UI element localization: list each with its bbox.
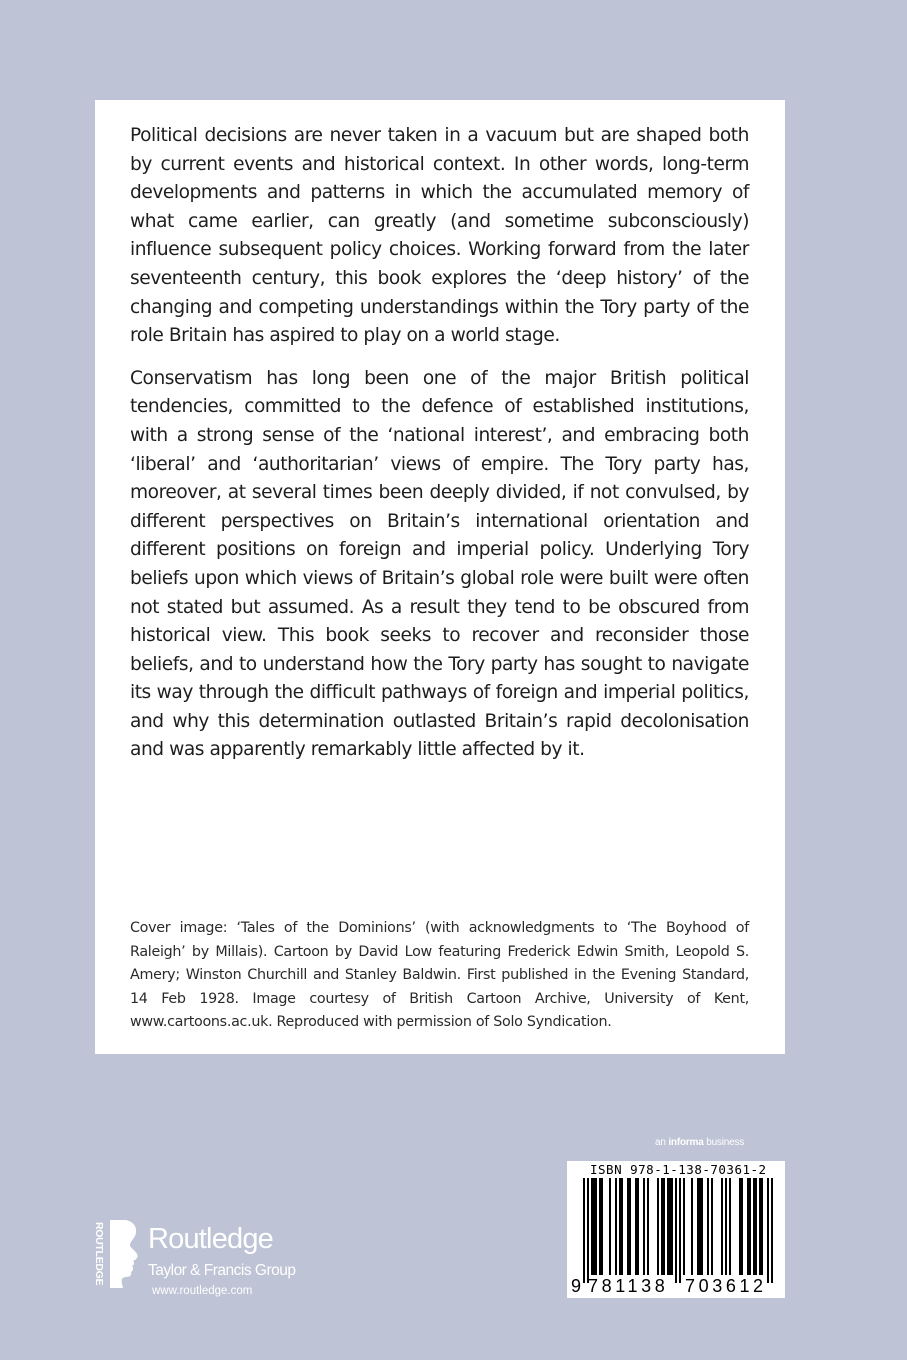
barcode-bar-29 xyxy=(699,1178,701,1275)
routledge-url: www.routledge.com xyxy=(152,1285,253,1297)
barcode-bar-7 xyxy=(601,1178,603,1275)
barcode-bar-39 xyxy=(749,1178,751,1275)
barcode-bar-23 xyxy=(671,1178,673,1275)
barcode-bar-38 xyxy=(747,1178,749,1275)
barcode-bar-12 xyxy=(627,1178,629,1275)
barcode-digit-first: 9 xyxy=(571,1276,582,1296)
barcode-bar-31 xyxy=(707,1178,709,1275)
barcode-bar-8 xyxy=(609,1178,611,1275)
barcode-bar-22 xyxy=(669,1178,671,1275)
blurb-paragraph-2: Conservatism has long been one of the major British political tendencies, committed to the defence of established institutions, with a strong sense of the ‘national interest’, and embracing both ‘liberal’ and ‘authoritarian’ views of empire. The Tory party has, moreover, at several times been deeply divided, if not convulsed, by different perspectives on Britain’s international orientation and different positions on foreign and imperial policy. Underlying Tory beliefs upon which views of Britain’s global role were built were often not stated but assumed. As a result they tend to be obscured from historical view. This book seeks to recover and reconsider those beliefs, and to understand how the Tory party has sought to navigate its way through the difficult pathways of foreign and imperial politics, and why this determination outlasted Britain’s rapid decolonisation and was apparently remarkably little affected by it. xyxy=(130,367,749,761)
barcode-bar-4 xyxy=(593,1178,595,1275)
barcode-bar-40 xyxy=(753,1178,755,1275)
barcode-bar-33 xyxy=(721,1178,723,1275)
barcode-bar-5 xyxy=(595,1178,597,1275)
barcode-bar-17 xyxy=(647,1178,649,1275)
barcode-bar-14 xyxy=(635,1178,637,1275)
informa-tagline xyxy=(655,1137,744,1148)
routledge-side-text: ROUTLEDGE xyxy=(93,1222,105,1286)
barcode-bar-36 xyxy=(739,1178,741,1275)
barcode-bar-18 xyxy=(657,1178,659,1275)
barcode-bar-45 xyxy=(771,1178,773,1283)
barcode-digits-right: 703612 xyxy=(685,1276,767,1296)
barcode-bar-13 xyxy=(629,1178,631,1275)
barcode-bar-9 xyxy=(615,1178,617,1275)
barcode-bar-43 xyxy=(761,1178,763,1275)
barcode-bar-24 xyxy=(675,1178,677,1283)
cover-image-credit: Cover image: ‘Tales of the Dominions’ (with acknowledgments to ‘The Boyhood of Raleigh’ by Millais). Cartoon by David Low featuring Frederick Edwin Smith, Leopold S. Amery; Winston Churchill and Stanley Baldwin. First published in the Evening Standard, 14 Feb 1928. Image courtesy of British Cartoon Archive, University of Kent, www.cartoons.ac.uk. Reproduced with permission of Solo Syndication. xyxy=(130,920,749,1030)
informa-prefix: an xyxy=(655,1137,666,1148)
barcode-bar-1 xyxy=(583,1178,585,1283)
barcode-bar-34 xyxy=(725,1178,727,1275)
informa-suffix: business xyxy=(706,1137,745,1148)
barcode-bar-42 xyxy=(759,1178,761,1275)
blurb-paragraph-1: Political decisions are never taken in a vacuum but are shaped both by current events and historical context. In other words, long-term developments and patterns in which the accumulated memory of what came earlier, can greatly (and sometime subconsciously) influence subsequent policy choices. Working forward from the later seventeenth century, this book explores the ‘deep history’ of the changing and competing understandings within the Tory party of the role Britain has aspired to play on a world stage. xyxy=(130,125,749,347)
barcode-bar-37 xyxy=(741,1178,743,1275)
barcode-bar-21 xyxy=(667,1178,669,1275)
barcode-bar-28 xyxy=(697,1178,699,1275)
blurb xyxy=(130,122,749,765)
routledge-name: Routledge xyxy=(148,1223,274,1255)
barcode-bar-44 xyxy=(767,1178,769,1283)
barcode-digits-left: 781138 xyxy=(588,1276,669,1296)
barcode-bar-35 xyxy=(729,1178,731,1275)
barcode-bar-20 xyxy=(663,1178,665,1275)
barcode-bar-3 xyxy=(591,1178,593,1275)
barcode-bar-25 xyxy=(679,1178,681,1283)
routledge-logo xyxy=(91,1218,331,1303)
isbn-label: ISBN 978-1-138-70361-2 xyxy=(590,1162,767,1177)
routledge-group: Taylor & Francis Group xyxy=(148,1262,296,1279)
back-cover-text-panel xyxy=(95,100,785,1054)
isbn-barcode xyxy=(567,1161,785,1298)
barcode-bar-19 xyxy=(661,1178,663,1275)
barcode-bar-10 xyxy=(619,1178,621,1275)
barcode-bar-11 xyxy=(621,1178,623,1275)
barcode-bar-15 xyxy=(637,1178,639,1275)
barcode-bar-32 xyxy=(711,1178,713,1275)
barcode-bar-27 xyxy=(691,1178,693,1275)
barcode-bar-30 xyxy=(701,1178,703,1275)
routledge-head-icon xyxy=(108,1220,140,1288)
barcode-bar-2 xyxy=(587,1178,589,1283)
barcode-bar-26 xyxy=(683,1178,685,1275)
routledge-side-label xyxy=(91,1222,105,1292)
barcode-bar-41 xyxy=(755,1178,757,1275)
informa-brand: informa xyxy=(668,1137,704,1148)
barcode-bar-6 xyxy=(599,1178,601,1275)
barcode-bar-16 xyxy=(643,1178,645,1275)
